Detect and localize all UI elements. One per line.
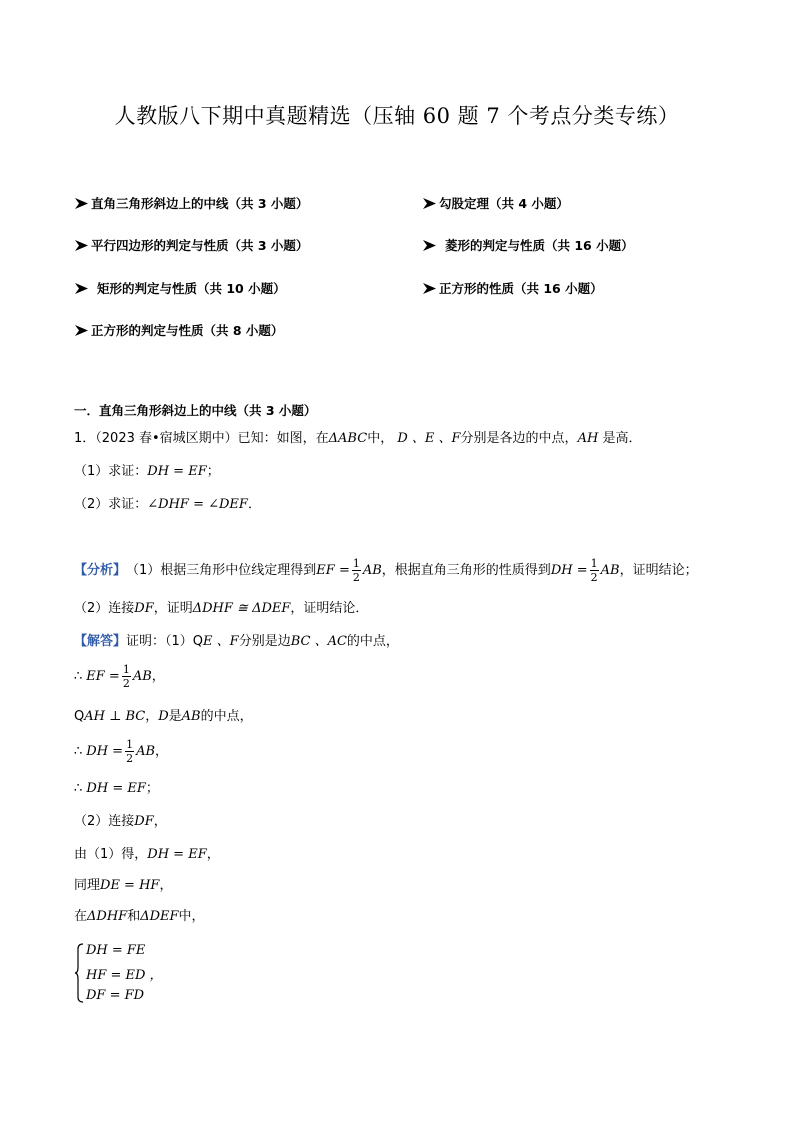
solution-text: 的中点， [346,634,399,649]
solution-math: DH = EF [147,847,207,862]
equation-line: DH = FE [86,943,146,958]
fraction-numerator: 1 [126,738,134,751]
question-2-suffix: ． [247,497,261,512]
solution-text: ， [145,709,159,724]
analysis-math: DF [134,601,154,616]
solution-math: DF [134,814,154,829]
solution-text: 的中点， [200,709,253,724]
analysis-line-1 [74,558,698,583]
arrow-icon [74,323,89,338]
altitude-label: AH [577,431,599,446]
toc-item-3-label: 平行四边形的判定与性质（共 3 小题） [91,238,309,253]
analysis-math: AB [600,563,620,578]
analysis-text: ，根据直角三角形的性质得到 [381,563,551,578]
fraction-denominator: 2 [590,571,598,584]
fraction-half [590,558,599,583]
analysis-math: EF = [316,563,350,578]
question-2 [74,498,261,511]
question-2-prefix: （2）求证： [74,497,148,512]
solution-line-7 [74,848,220,861]
solution-text: ； [145,781,159,796]
solution-text: 在 [74,909,88,924]
equation-line: DF = FD [86,988,145,1003]
solution-line-2 [74,664,165,689]
problem-text: 中， [367,431,394,446]
question-1-suffix: ； [206,464,220,479]
analysis-text: （1）根据三角形中位线定理得到 [126,563,317,578]
question-1-math: DH = EF [147,464,207,479]
analysis-text: ，证明结论； [619,563,698,578]
solution-math: AB [136,744,156,759]
solution-line-4 [74,739,168,764]
solution-line-1 [74,635,399,648]
problem-statement [74,432,641,445]
toc-item-4-label: 菱形的判定与性质（共 16 小题） [445,238,634,253]
solution-text: ∴ [74,669,83,684]
arrow-icon [422,281,437,296]
toc-item-7-label: 正方形的判定与性质（共 8 小题） [91,323,284,338]
solution-line-8 [74,879,172,892]
solution-text: ∴ [74,744,83,759]
solution-line-5 [74,782,159,795]
solution-text: 同理 [74,878,101,893]
analysis-tag: 【分析】 [74,563,127,578]
solution-text: 分别是边 [238,634,291,649]
problem-source: 1．（2023 春•宿城区期中）已知：如图，在 [74,431,329,446]
solution-math: DH = [86,744,124,759]
solution-text: ， [159,878,173,893]
fraction-denominator: 2 [122,677,130,690]
solution-math: AB [181,709,201,724]
fraction-denominator: 2 [126,752,134,765]
analysis-math: ΔDHF ≅ ΔDEF [192,601,291,616]
solution-text: ， [151,669,165,684]
arrow-icon [74,196,89,211]
toc-item-3[interactable] [74,236,308,254]
toc-item-1-label: 直角三角形斜边上的中线（共 3 小题） [91,196,309,211]
problem-text: 是高． [602,431,642,446]
toc-item-1[interactable] [74,194,308,212]
solution-text: 证明：（1）Q [126,634,204,649]
toc-item-2-label: 勾股定理（共 4 小题） [439,196,569,211]
fraction-numerator: 1 [352,557,360,570]
solution-math: D [158,709,169,724]
problem-text: 分别是各边的中点， [460,431,578,446]
solution-text: ∴ [74,781,83,796]
analysis-text: （2）连接 [74,601,135,616]
toc-item-6-label: 正方形的性质（共 16 小题） [439,281,603,296]
solution-text: ， [153,814,167,829]
analysis-math: DH = [550,563,588,578]
solution-math: DE = HF [100,878,160,893]
solution-text: ， [155,744,169,759]
analysis-math: AB [362,563,382,578]
analysis-line-2 [74,602,368,615]
points-label: D 、E 、F [397,431,461,446]
toc-item-5-label: 矩形的判定与性质（共 10 小题） [97,281,286,296]
fraction-half [125,739,134,764]
fraction-half [352,558,361,583]
solution-tag: 【解答】 [74,634,127,649]
solution-math: ΔDHF [87,909,128,924]
solution-text: ， [206,847,220,862]
page-title: 人教版八下期中真题精选（压轴 60 题 7 个考点分类专练） [114,104,680,128]
question-2-math: ∠DHF = ∠DEF [147,497,248,512]
fraction-numerator: 1 [122,663,130,676]
solution-text: 是 [168,709,182,724]
toc-item-5[interactable] [74,279,286,297]
solution-math: E 、F [203,634,239,649]
solution-line-6 [74,815,167,828]
triangle-label: ΔABC [328,431,368,446]
toc-item-7[interactable] [74,321,283,339]
solution-math: ΔDEF [140,909,179,924]
equation-lines [86,943,163,1003]
question-1 [74,465,220,478]
solution-math: BC 、AC [290,634,347,649]
fraction-half [122,664,131,689]
solution-text: Q [74,709,85,724]
toc-item-4[interactable] [422,236,634,254]
question-1-prefix: （1）求证： [74,464,148,479]
left-brace-icon [74,943,84,1003]
solution-math: EF = [86,669,120,684]
analysis-text: ，证明结论． [290,601,369,616]
solution-text: 由（1）得， [74,847,148,862]
equation-line: HF = ED ， [86,967,163,983]
arrow-icon [422,196,437,211]
solution-text: 和 [127,909,141,924]
arrow-icon [74,281,89,296]
solution-line-3 [74,710,253,723]
analysis-text: ，证明 [153,601,193,616]
toc-item-2[interactable] [422,194,569,212]
equation-system [74,943,163,1003]
arrow-icon [74,238,89,253]
section-heading: 一．直角三角形斜边上的中线（共 3 小题） [74,403,317,418]
solution-line-9 [74,910,205,923]
toc-item-6[interactable] [422,279,603,297]
solution-math: DH = EF [86,781,146,796]
solution-text: 中， [178,909,205,924]
arrow-icon [422,238,437,253]
solution-math: AB [132,669,152,684]
fraction-numerator: 1 [590,557,598,570]
solution-math: AH ⊥ BC [84,709,146,724]
solution-text: （2）连接 [74,814,135,829]
fraction-denominator: 2 [352,571,360,584]
